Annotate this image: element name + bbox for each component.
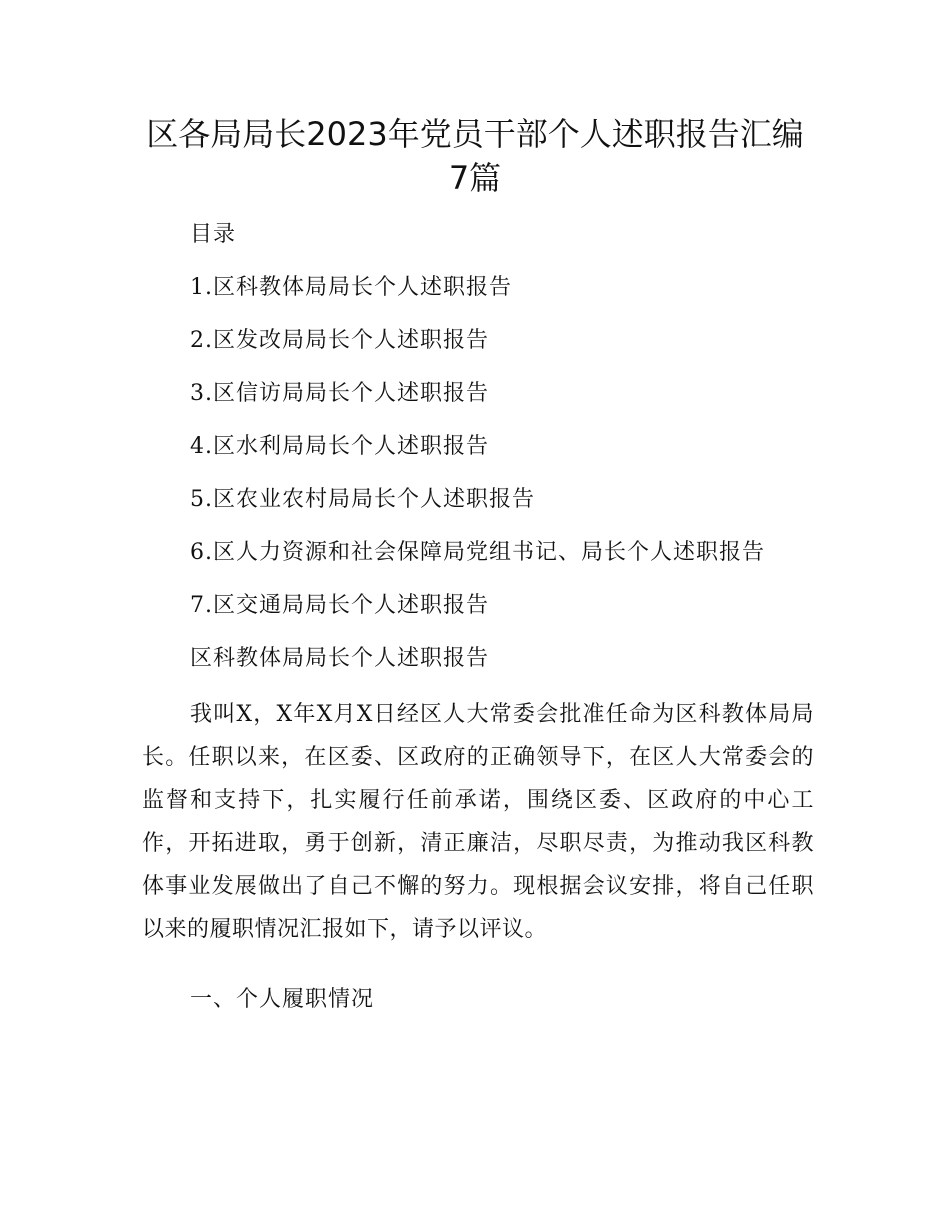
toc-item-3: 3.区信访局局长个人述职报告 — [190, 381, 489, 406]
toc-item-1: 1.区科教体局局长个人述职报告 — [190, 275, 512, 300]
document-title-line-1: 区各局局长2023年党员干部个人述职报告汇编 — [146, 115, 804, 153]
toc-item-4: 4.区水利局局长个人述职报告 — [190, 434, 489, 459]
report-title: 区科教体局局长个人述职报告 — [190, 646, 490, 671]
toc-item-7: 7.区交通局局长个人述职报告 — [190, 593, 489, 618]
toc-item-6: 6.区人力资源和社会保障局党组书记、局长个人述职报告 — [190, 540, 765, 565]
toc-item-5: 5.区农业农村局局长个人述职报告 — [190, 487, 535, 512]
toc-heading: 目录 — [190, 222, 237, 247]
document-body — [142, 208, 814, 1026]
document-title-line-2: 7篇 — [448, 159, 502, 197]
intro-paragraph: 我叫X，X年X月X日经区人大常委会批准任命为区科教体局局长。任职以来，在区委、区政府的正确领导下，在区人大常委会的监督和支持下，扎实履行任前承诺，围绕区委、区政府的中心工作，开拓进取，勇于创新，清正廉洁，尽职尽责，为推动我区科教体事业发展做出了自己不懈的努力。现根据会议安排，将自己任职以来的履职情况汇报如下，请予以评议。 — [142, 702, 814, 942]
document-title — [120, 112, 830, 200]
section-heading: 一、个人履职情况 — [190, 987, 375, 1012]
table-of-contents — [142, 261, 814, 632]
toc-item-2: 2.区发改局局长个人述职报告 — [190, 328, 489, 353]
